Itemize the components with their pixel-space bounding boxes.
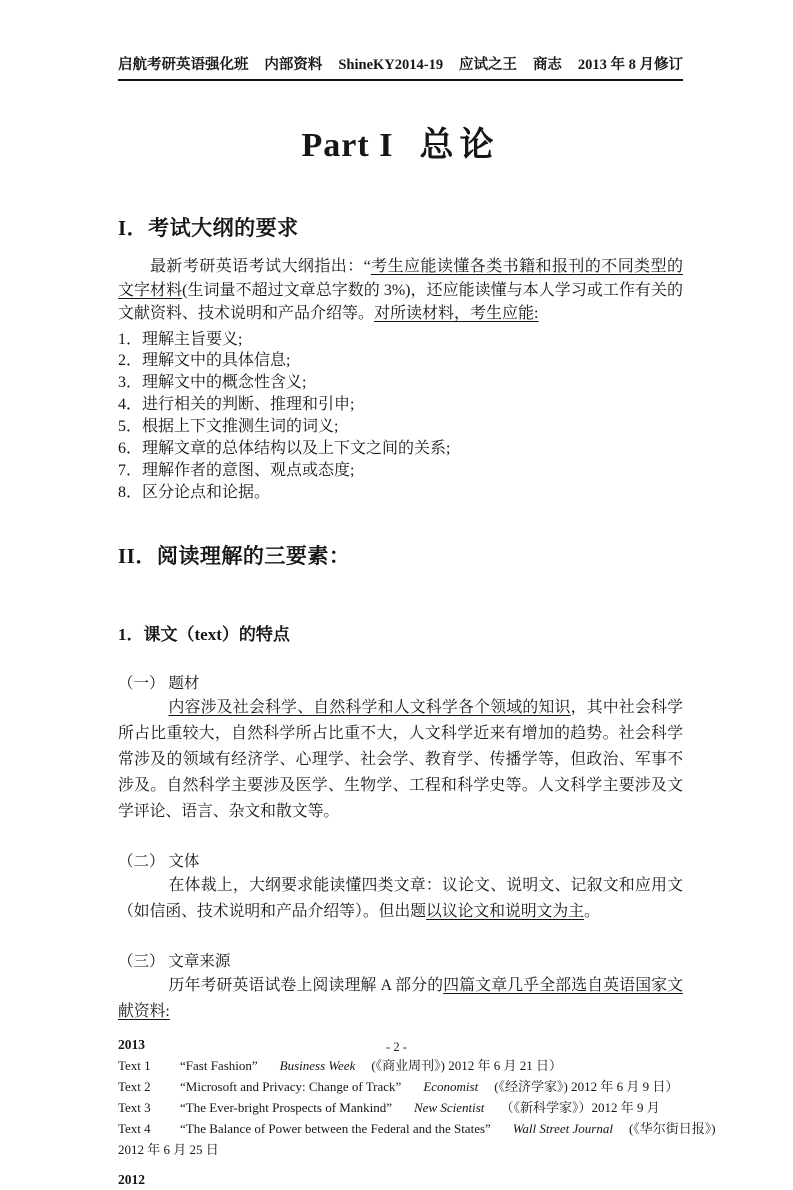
point-2-paragraph: [118, 873, 683, 925]
requirement-item: 8．区分论点和论据。: [118, 483, 271, 501]
source-text-label: Text 2: [118, 1078, 151, 1094]
point-1-rest-text: ，其中社会科学所占比重较大，自然科学所占比重不大，人文科学近来有增加的趋势。社会科学常涉及的领域有经济学、心理学、社会学、教育学、传播学等，但政治、军事不涉及。自然科学主要涉及医学、生物学、工程和科学史等。人文科学主要涉及文学评论、语言、杂文和散文等。: [118, 698, 683, 820]
title-part-label: Part I: [301, 127, 394, 164]
page-header: [118, 0, 683, 81]
requirement-item: 5．根据上下文推测生词的词义;: [118, 418, 339, 436]
source-text-label: Text 1: [118, 1057, 151, 1073]
source-note: (《经济学家》) 2012 年 6 月 9 日）: [494, 1078, 679, 1094]
point-1-underlined-text: 内容涉及社会科学、自然科学和人文科学各个领域的知识: [168, 698, 571, 716]
header-material-type: 内部资料: [264, 57, 323, 73]
source-text-label: Text 4: [118, 1120, 151, 1136]
source-row-text4-continuation: 2012 年 6 月 25 日: [118, 1141, 219, 1157]
source-journal-name: Wall Street Journal: [512, 1120, 613, 1136]
header-author: 商志: [532, 57, 562, 73]
source-row-text2: [118, 1076, 683, 1097]
source-row-text3: [118, 1097, 683, 1118]
requirement-item: 6．理解文章的总体结构以及上下文之间的关系;: [118, 440, 451, 458]
source-note: （《新科学家》）2012 年 9 月: [500, 1099, 660, 1115]
point-2-underlined-text: 以议论文和说明文为主: [426, 902, 585, 920]
requirement-item: 7．理解作者的意图、观点或态度;: [118, 461, 355, 479]
header-slogan: 应试之王: [459, 57, 518, 73]
intro-middle-text: (生词量不超过文章总字数的 3%)，还应能读懂与本人学习或工作有关的文献资料、技术说明和产品介绍等。: [118, 281, 683, 322]
source-note: (《商业周刊》) 2012 年 6 月 21 日）: [371, 1057, 563, 1073]
source-article-title: “The Balance of Power between the Federal and the States”: [180, 1120, 491, 1136]
source-note: (《华尔街日报》): [628, 1120, 716, 1136]
year-2013-label: 2013: [118, 1036, 145, 1052]
source-text-label: Text 3: [118, 1099, 151, 1115]
requirement-item: 3．理解文中的概念性含义;: [118, 374, 307, 392]
point-2-tail-text: 。: [584, 902, 600, 920]
year-2012-label: 2012: [118, 1171, 145, 1187]
header-revision-date: 2013 年 8 月修订: [577, 57, 683, 73]
point-2-genre-label: （二） 文体: [118, 852, 200, 870]
source-article-title: “The Ever-bright Prospects of Mankind”: [180, 1099, 393, 1115]
point-3-underlined-text: 四篇文章几乎全部选自英语国家文献资料:: [118, 976, 683, 1020]
source-journal-name: Business Week: [279, 1057, 356, 1073]
source-row-text4: [118, 1118, 716, 1139]
point-2-lead-text: 在体裁上，大纲要求能读懂四类文章：议论文、说明文、记叙文和应用文（如信函、技术说明和产品介绍等）。但出题: [118, 876, 683, 920]
section-2-heading: II．阅读理解的三要素：: [118, 543, 351, 568]
title-name: 总论: [419, 127, 500, 164]
requirement-item: 2．理解文中的具体信息;: [118, 352, 291, 370]
source-article-title: “Microsoft and Privacy: Change of Track”: [180, 1078, 402, 1094]
header-course-name: 启航考研英语强化班: [118, 57, 249, 73]
section-1-heading: I．考试大纲的要求: [118, 216, 299, 240]
intro-lead-text: 最新考研英语考试大纲指出：“: [150, 258, 371, 275]
point-1-subject-matter-label: （一） 题材: [118, 674, 200, 692]
point-1-paragraph: [118, 695, 683, 825]
page-content: [118, 0, 716, 1190]
point-3-paragraph: [118, 973, 683, 1025]
requirement-item: 1．理解主旨要义;: [118, 330, 243, 348]
subsection-text-features-heading: 1．课文（text）的特点: [118, 624, 290, 644]
source-row-text1: [118, 1055, 683, 1076]
requirements-list: [118, 329, 683, 504]
page-number: - 2 -: [386, 1040, 407, 1054]
section-1-intro-paragraph: [118, 255, 683, 326]
point-3-source-label: （三） 文章来源: [118, 952, 231, 970]
source-journal-name: New Scientist: [414, 1099, 485, 1115]
intro-underlined-text-2: 对所读材料，考生应能:: [374, 305, 539, 322]
header-code: ShineKY2014-19: [338, 57, 444, 73]
requirement-item: 4．进行相关的判断、推理和引申;: [118, 396, 355, 414]
source-journal-name: Economist: [423, 1078, 479, 1094]
point-3-lead-text: 历年考研英语试卷上阅读理解 A 部分的: [168, 976, 444, 994]
intro-underlined-text-1: 考生应能读懂各类书籍和报刊的不同类型的文字材料: [118, 258, 683, 299]
source-article-title: “Fast Fashion”: [180, 1057, 258, 1073]
page-title: [118, 117, 683, 166]
